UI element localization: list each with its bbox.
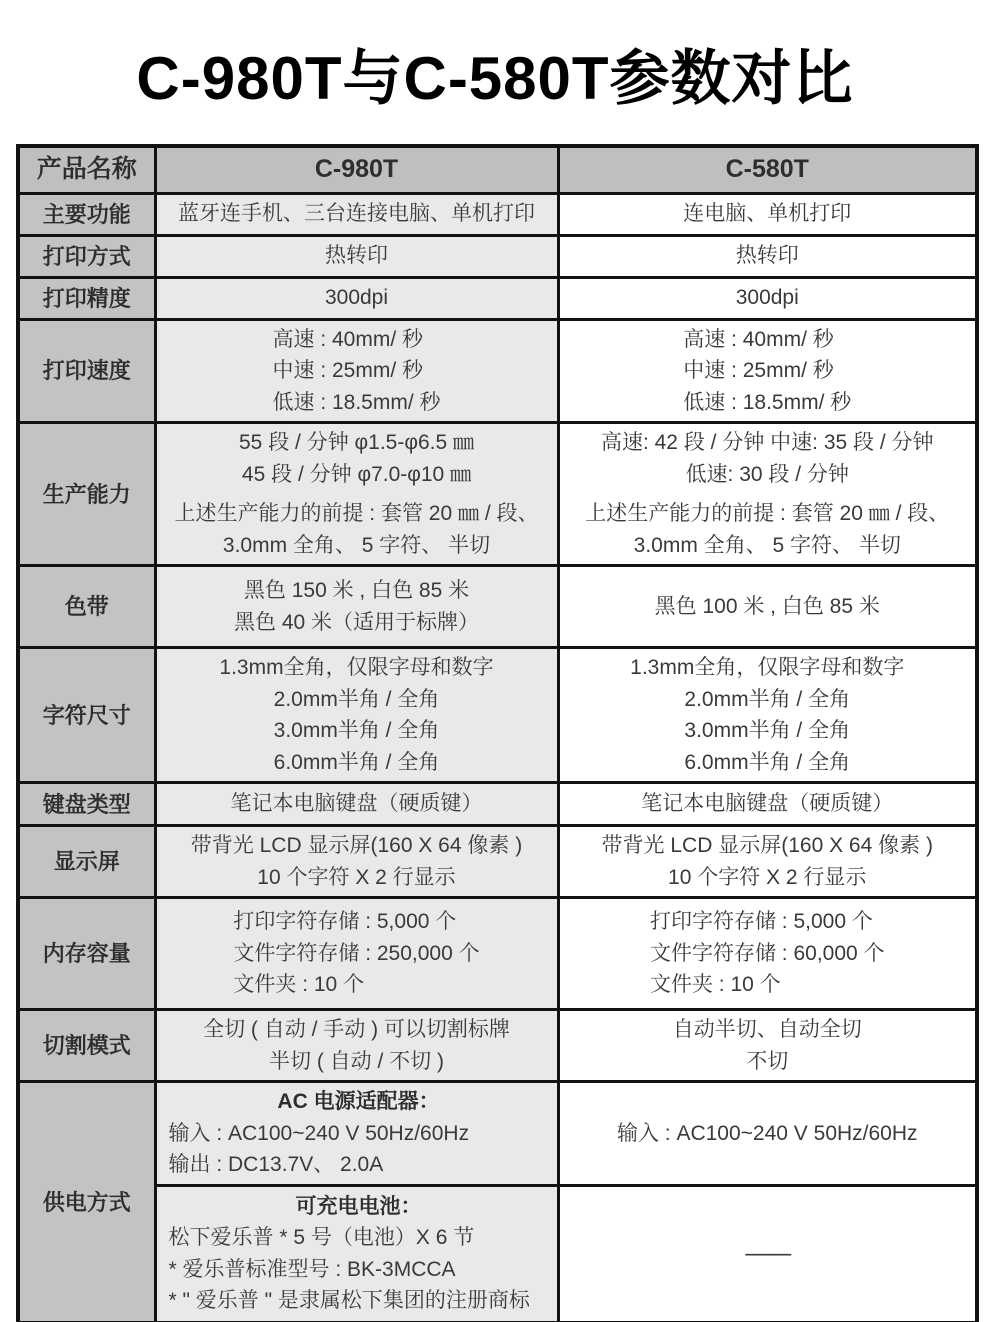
spec-line: 文件夹 : 10 个 [649,973,781,997]
power-battery-c980t [155,1185,558,1322]
row-print-method [18,235,977,277]
print-method-c980t: 热转印 [155,235,558,277]
spec-line: 6.0mm半角 / 全角 [684,750,851,774]
spec-line: 带背光 LCD 显示屏(160 X 64 像素 ) [601,834,933,857]
spec-line: 全切 ( 自动 / 手动 ) 可以切割标牌 [203,1018,510,1041]
print-speed-c580t [558,319,977,423]
print-speed-c980t [155,319,558,423]
spec-line: 半切 ( 自动 / 不切 ) [269,1049,444,1073]
power-label: 供电方式 [18,1082,155,1322]
spec-line: 2.0mm半角 / 全角 [273,687,440,711]
spec-line: 上述生产能力的前提 : 套管 20 ㎜ / 段、 [585,502,950,525]
memory-c580t [558,898,977,1010]
capacity-c580t [558,423,977,566]
spec-line: 3.0mm半角 / 全角 [684,719,851,742]
spec-line: * 爱乐普标准型号 : BK-3MCCA [168,1257,456,1281]
spec-line: 输出 : DC13.7V、 2.0A [168,1153,384,1176]
spec-line: 打印字符存储 : 5,000 个 [233,910,457,934]
spec-line: 黑色 150 米 , 白色 85 米 [243,579,470,602]
row-power-battery [18,1185,977,1322]
page-title: C-980T与C-580T参数对比 [136,45,854,112]
power-battery-c580t: —— [558,1185,977,1322]
resolution-c980t: 300dpi [155,277,558,319]
cutting-c980t [155,1010,558,1082]
capacity-c980t [155,423,558,566]
spec-line: 带背光 LCD 显示屏(160 X 64 像素 ) [190,834,523,857]
main-function-c580t: 连电脑、单机打印 [558,193,977,235]
spec-line: 中速 : 25mm/ 秒 [683,359,834,382]
speed-lines [272,324,440,419]
spec-line: 高速 : 40mm/ 秒 [683,327,834,351]
row-keyboard [18,783,977,826]
spec-line: 10 个字符 X 2 行显示 [257,865,456,889]
spec-line: 低速: 30 段 / 分钟 [685,462,849,486]
spec-line: 3.0mm 全角、 5 字符、 半切 [633,533,901,557]
row-memory [18,898,977,1010]
spec-line: 高速: 42 段 / 分钟 中速: 35 段 / 分钟 [600,431,934,454]
spec-line: 低速 : 18.5mm/ 秒 [272,390,441,414]
row-capacity [18,423,977,566]
row-ribbon [18,566,977,648]
spec-line: 中速 : 25mm/ 秒 [272,359,424,382]
spec-line: 3.0mm半角 / 全角 [273,719,440,742]
battery-heading: 可充电电池： [295,1194,422,1218]
spec-line: 1.3mm全角，仅限字母和数字 [630,656,905,679]
row-power-adapter [18,1082,977,1186]
main-function-c980t: 蓝牙连手机、三台连接电脑、单机打印 [155,193,558,235]
row-display [18,826,977,898]
char-size-label: 字符尺寸 [18,648,155,783]
display-label: 显示屏 [18,826,155,898]
spec-line: 1.3mm全角，仅限字母和数字 [219,656,494,679]
char-size-c980t [155,648,558,783]
memory-lines [233,906,479,1001]
spec-line: 上述生产能力的前提 : 套管 20 ㎜ / 段、 [174,502,539,525]
memory-c980t [155,898,558,1010]
spec-line: * " 爱乐普 " 是隶属松下集团的注册商标 [168,1289,530,1313]
print-speed-label: 打印速度 [18,319,155,423]
header-c580t: C-580T [558,146,977,193]
char-size-c580t [558,648,977,783]
spec-line: 3.0mm 全角、 5 字符、 半切 [222,533,491,557]
row-char-size [18,648,977,783]
main-function-label: 主要功能 [18,193,155,235]
keyboard-c980t: 笔记本电脑键盘（硬质键） [155,783,558,826]
speed-lines [683,324,851,419]
spec-line: 不切 [746,1049,789,1073]
spec-line: 10 个字符 X 2 行显示 [668,865,867,889]
spec-line: 打印字符存储 : 5,000 个 [649,910,873,934]
spec-line: 输入 : AC100~240 V 50Hz/60Hz [168,1121,470,1145]
spec-line: 低速 : 18.5mm/ 秒 [683,390,852,414]
cutting-c580t [558,1010,977,1082]
spec-comparison-table [16,144,979,1322]
display-c980t [155,826,558,898]
header-product-name: 产品名称 [18,146,155,193]
keyboard-c580t: 笔记本电脑键盘（硬质键） [558,783,977,826]
adapter-heading: AC 电源适配器： [277,1090,440,1113]
header-c980t: C-980T [155,146,558,193]
power-adapter-c980t [155,1082,558,1186]
spec-line: 6.0mm半角 / 全角 [273,750,440,774]
row-resolution [18,277,977,319]
table-header-row [18,146,977,193]
spec-line: 自动半切、自动全切 [672,1018,862,1041]
ribbon-c580t: 黑色 100 米 , 白色 85 米 [558,566,977,648]
spec-line: 2.0mm半角 / 全角 [684,687,851,711]
keyboard-label: 键盘类型 [18,783,155,826]
ribbon-label: 色带 [18,566,155,648]
spec-line: 松下爱乐普 * 5 号（电池）X 6 节 [168,1226,475,1250]
display-c580t [558,826,977,898]
print-method-label: 打印方式 [18,235,155,277]
resolution-c580t: 300dpi [558,277,977,319]
power-adapter-c580t: 输入 : AC100~240 V 50Hz/60Hz [558,1082,977,1186]
memory-label: 内存容量 [18,898,155,1010]
spec-line: 高速 : 40mm/ 秒 [272,327,424,351]
spec-line: 文件字符存储 : 60,000 个 [649,941,885,965]
memory-lines [650,906,885,1001]
spec-line: 55 段 / 分钟 φ1.5-φ6.5 ㎜ [239,431,474,454]
capacity-label: 生产能力 [18,423,155,566]
ribbon-c980t [155,566,558,648]
spec-line: 黑色 40 米（适用于标牌） [233,610,480,634]
spec-line: 文件夹 : 10 个 [233,973,365,997]
cutting-label: 切割模式 [18,1010,155,1082]
row-print-speed [18,319,977,423]
row-cutting [18,1010,977,1082]
resolution-label: 打印精度 [18,277,155,319]
print-method-c580t: 热转印 [558,235,977,277]
spec-line: 45 段 / 分钟 φ7.0-φ10 ㎜ [241,462,472,486]
spec-line: 文件字符存储 : 250,000 个 [233,941,480,965]
row-main-function [18,193,977,235]
